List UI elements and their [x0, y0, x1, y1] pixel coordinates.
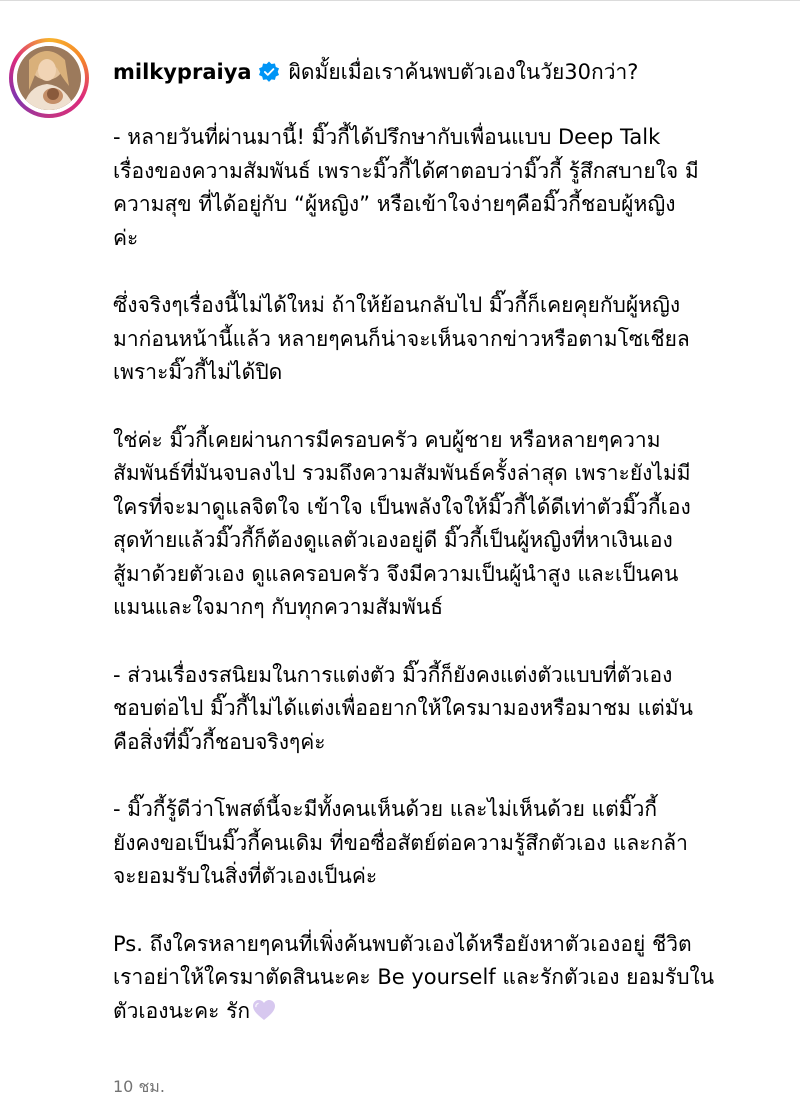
caption-paragraph-6-text: Ps. ถึงใครหลายๆคนที่เพิ่งค้นพบตัวเองได้หรือยังหาตัวเองอยู่ ชีวิต เราอย่าให้ใครมาตัดสินนะคะ Be yourself และรักตัวเอง ยอมรับใน ตัวเองนะคะ รัก	[113, 931, 715, 1023]
purple-heart-emoji-icon	[252, 999, 276, 1021]
caption-paragraph-2: ซึ่งจริงๆเรื่องนี้ไม่ได้ใหม่ ถ้าให้ย้อนกลับไป มิ๊วกี้ก็เคยคุยกับผู้หญิง มาก่อนหน้านี้แล้ว หลายๆคนก็น่าจะเห็นจากข่าวหรือตามโซเชียล เพราะมิ๊วกี้ไม่ได้ปิด	[113, 293, 690, 384]
caption-header	[113, 53, 785, 91]
verified-badge-icon	[258, 61, 280, 83]
avatar-photo	[17, 46, 81, 110]
avatar-border	[13, 42, 85, 114]
caption-container	[113, 53, 785, 1028]
post-timestamp[interactable]: 10 ชม.	[113, 1077, 165, 1096]
caption-paragraph-3: ใช่ค่ะ มิ๊วกี้เคยผ่านการมีครอบครัว คบผู้ชาย หรือหลายๆความ สัมพันธ์ที่มันจบลงไป รวมถึงความสัมพันธ์ครั้งล่าสุด เพราะยังไม่มี ใครที่จะมาดูแลจิตใจ เข้าใจ เป็นพลังใจให้มิ๊วกี้ได้ดีเท่าตัวมิ๊วกี้เอง สุดท้ายแล้วมิ๊วกี้ก็ต้องดูแลตัวเองอยู่ดี มิ๊วกี้เป็นผู้หญิงที่หาเงินเอง สู้มาด้วยตัวเอง ดูแลครอบครัว จึงมีความเป็นผู้นำสูง และเป็นคน แมนและใจมากๆ กับทุกความสัมพันธ์	[113, 427, 691, 619]
username-link[interactable]: milkypraiya	[113, 60, 252, 84]
caption-paragraph-1: - หลายวันที่ผ่านมานี้! มิ๊วกี้ได้ปรึกษากับเพื่อนแบบ Deep Talk เรื่องของความสัมพันธ์ เพราะมิ๊วกี้ได้ศาตอบว่ามิ๊วกี้ รู้สึกสบายใจ มี ความสุข ที่ได้อยู่กับ “ผู้หญิง” หรือเข้าใจง่ายๆคือมิ๊วกี้ชอบผู้หญิง ค่ะ	[113, 125, 699, 250]
caption-paragraph-4: - ส่วนเรื่องรสนิยมในการแต่งตัว มิ๊วกี้ก็ยังคงแต่งตัวแบบที่ตัวเอง ชอบต่อไป มิ๊วกี้ไม่ได้แต่งเพื่ออยากให้ใครมามองหรือมาชม แต่มัน คือสิ่งที่มิ๊วกี้ชอบจริงๆค่ะ	[113, 662, 693, 754]
avatar[interactable]	[9, 38, 89, 118]
caption-paragraph-6	[113, 928, 785, 1029]
caption-paragraph-5: - มิ๊วกี้รู้ดีว่าโพสต์นี้จะมีทั้งคนเห็นด้วย และไม่เห็นด้วย แต่มิ๊วกี้ ยังคงขอเป็นมิ๊วกี้คนเดิม ที่ขอซื่อสัตย์ต่อความรู้สึกตัวเอง และกล้า จะยอมรับในสิ่งที่ตัวเองเป็นค่ะ	[113, 797, 688, 888]
caption-title: ผิดมั้ยเมื่อเราค้นพบตัวเองในวัย30กว่า?	[288, 59, 639, 84]
